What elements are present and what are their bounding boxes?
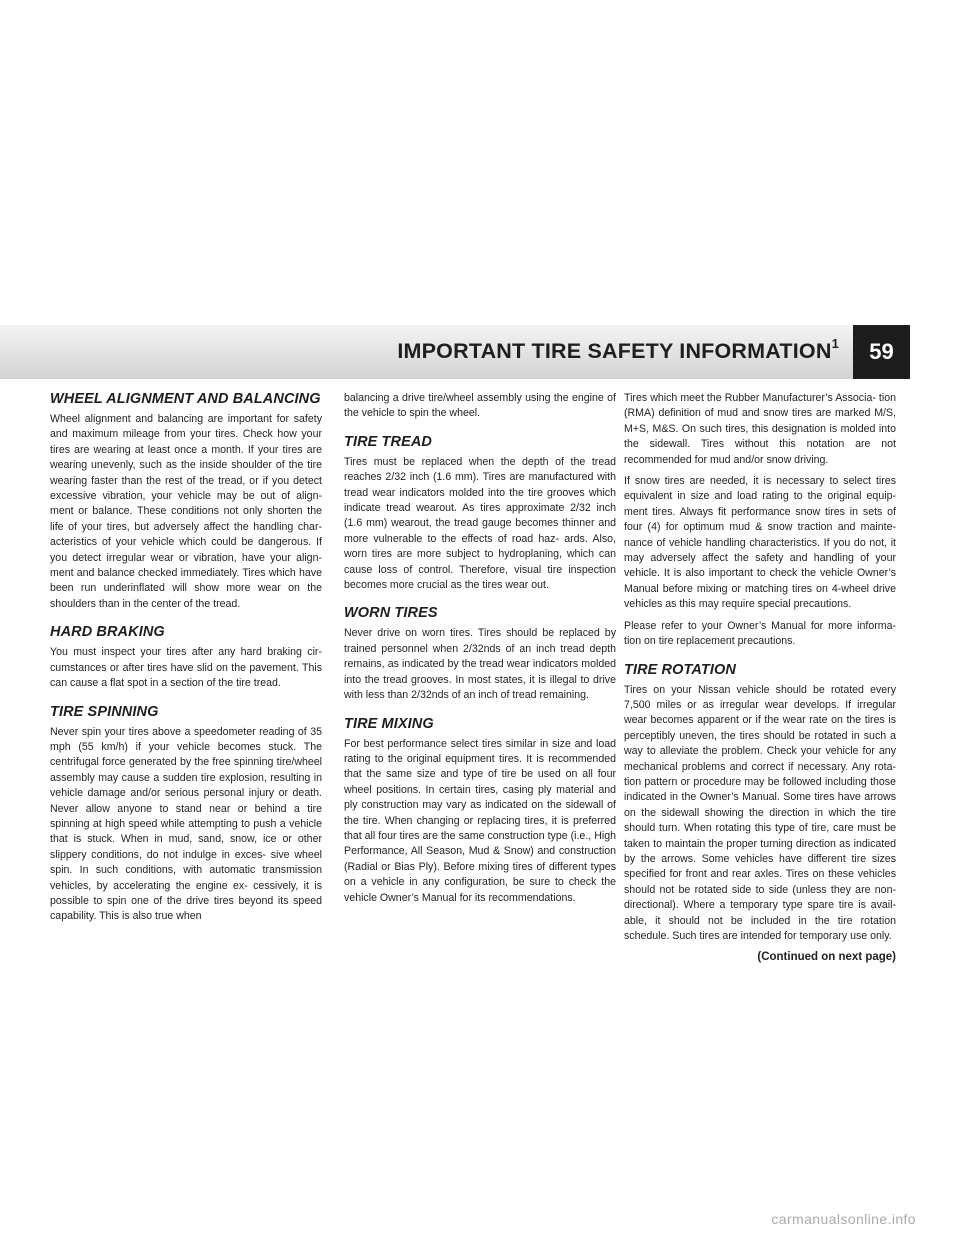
paragraph-hard-braking: You must inspect your tires after any hard braking cir- cumstances or after tires have slid on the pavement. This can cause a flat spot in a section of the tire tread.: [50, 646, 322, 690]
paragraph-mud-snow-1: Tires which meet the Rubber Manufacturer’s Associa- tion (RMA) definition of mud and snow tires are marked M/S, M+S, M&S. On such tires, this designation is molded into the sidewall. Tires without this notation are not recommended for mud and/or snow driving.: [624, 392, 896, 466]
continued-note: (Continued on next page): [757, 951, 896, 964]
paragraph-worn-tires: Never drive on worn tires. Tires should be replaced by trained personnel when 2/32nds of an inch tread depth remains, as indicated by the tread wear indicators molded into the tread grooves. In most states, it is illegal to drive with less than 2/32nds of an inch of tread remaining.: [344, 627, 616, 702]
paragraph-tire-spinning: Never spin your tires above a speedometer reading of 35 mph (55 km/h) if your vehicle becomes stuck. The centrifugal force generated by the free spinning tire/wheel assembly may cause a sudden tire explosion, resulting in vehicle damage and/or serious personal injury or death. Never allow anyone to stand near or behind a tire spinning at high speed while attempting to push a vehicle that is stuck. When in mud, sand, snow, ice or other slippery conditions, do not indulge in exces- sive wheel spin. In such conditions, with automatic transmission vehicles, by accelerating the engine ex- cessively, it is possible to spin one of the drive tires beyond its speed capability. This is also true when: [50, 725, 322, 923]
heading-tire-spinning: TIRE SPINNING: [50, 703, 159, 720]
column-1: [50, 391, 322, 937]
paragraph-wheel-alignment: Wheel alignment and balancing are important for safety and maximum mileage from your tires. Check how your tires are wearing at least once a month. If your tires are wearing unevenly, such as the inside shoulder of the tire wearing faster than the rest of the tread, or if you detect excessive vibration, your vehicle may be out of align- ment or balance. These conditions not only shorten the life of your tires, but adversely affect the handling char- acteristics of your vehicle which could be dangerous. If you detect irregular wear or vibration, have your align- ment and balance checked immediately. Tires which have been run underinflated will show more wear on the shoulders than in the center of the tread.: [50, 413, 322, 610]
watermark: carmanualsonline.info: [771, 1211, 916, 1227]
heading-tire-rotation: TIRE ROTATION: [624, 661, 736, 678]
page-title: IMPORTANT TIRE SAFETY INFORMATION$^1$: [397, 336, 839, 364]
heading-wheel-alignment: WHEEL ALIGNMENT AND BALANCING: [50, 391, 321, 407]
paragraph-mud-snow-2: If snow tires are needed, it is necessary to select tires equivalent in size and load rating to the original equip- ment tires. Always fit performance snow tires in sets of four (4) for optimum mud & snow traction and mainte- nance of vehicle handling characteristics. If you do not, it may adversely affect the safety and handling of your vehicle. It is also important to check the vehicle Owner’s Manual before mixing or matching tires on 4-wheel drive vehicles as this may require special precautions.: [624, 475, 896, 611]
paragraph-tire-spinning-cont: balancing a drive tire/wheel assembly using the engine of the vehicle to spin the wheel.: [344, 392, 616, 420]
paragraph-tire-mixing: For best performance select tires similar in size and load rating to the original equipment tires. It is recommended that the same size and type of tire be used on all four wheel positions. In certain tires, casing ply material and ply construction may vary as indicated on the sidewall of the tire. When changing or replacing tires, it is preferred that all four tires are the same construction type (i.e., High Performance, All Season, Mud & Snow) and construction (Radial or Bias Ply). Before mixing tires of different types on a vehicle in any configuration, be sure to check the vehicle Owner’s Manual for its recommendations.: [344, 737, 616, 904]
heading-tire-tread: TIRE TREAD: [344, 433, 432, 450]
column-3: [624, 391, 896, 966]
heading-worn-tires: WORN TIRES: [344, 605, 438, 622]
heading-hard-braking: HARD BRAKING: [50, 624, 165, 641]
title-superscript: 1: [831, 336, 839, 351]
paragraph-tire-tread: Tires must be replaced when the depth of the tread reaches 2/32 inch (1.6 mm). Tires are manufactured with tread wear indicators molded into the tire grooves which indicate tread wearout. As tires approximate 2/32 inch (1.6 mm) wearout, the tread gauge becomes thinner and more vulnerable to the effects of road haz- ards. Also, worn tires are more subject to hydroplaning, which can cause loss of control. Therefore, visual tire inspection becomes more crucial as the tires wear out.: [344, 455, 616, 592]
paragraph-tire-rotation: Tires on your Nissan vehicle should be rotated every 7,500 miles or as irregular wear develops. If irregular wear becomes apparent or if the wear rate on the tires is perceptibly uneven, the tires should be rotated in such a way to alleviate the problem. Check your vehicle for any mechanical problems and correct if necessary. Any rota- tion pattern or procedure may be followed including those indicated in the Owner’s Manual. Some tires have arrows on the sidewall showing the direction in which the tire should turn. When rotating this type of tire, care must be taken to maintain the proper turning direction as indicated by the arrows. Some vehicles have different tire sizes specified for front and rear axles. Tires on these vehicles should not be rotated side to side (unless they are non- directional). Where a temporary type spare tire is avail- able, it should not be included in the tire rotation schedule. Such tires are intended for temporary use only.: [624, 683, 896, 942]
page-number: 59: [853, 325, 910, 379]
paragraph-mud-snow-3: Please refer to your Owner’s Manual for more informa- tion on tire replacement precautions.: [624, 619, 896, 648]
column-2: [344, 391, 616, 918]
heading-tire-mixing: TIRE MIXING: [344, 715, 434, 732]
